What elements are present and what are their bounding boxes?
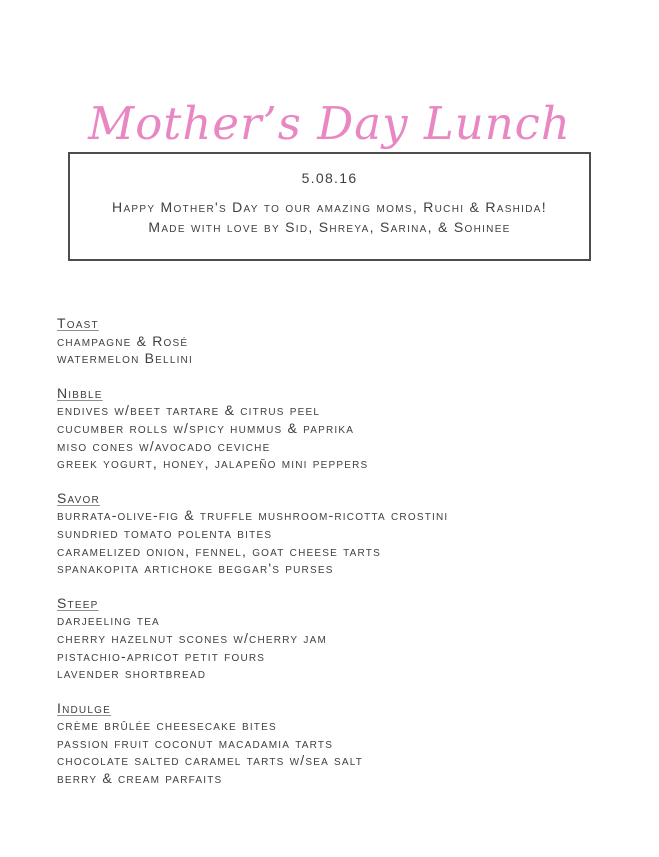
menu-item: burrata-olive-fig & truffle mushroom-ricotta crostini (57, 507, 449, 524)
menu-item: watermelon Bellini (57, 350, 193, 367)
menu-section-savor (57, 490, 659, 578)
section-header-nibble: Nibble (57, 384, 103, 401)
menu-item: spanakopita artichoke beggar's purses (57, 560, 334, 577)
menu-sections (0, 315, 659, 788)
dedication-message (70, 197, 589, 237)
menu-item: berry & cream parfaits (57, 770, 223, 787)
menu-item: sundried tomato polenta bites (57, 524, 273, 541)
menu-item: champagne & Rosé (57, 332, 189, 349)
menu-section-steep (57, 595, 659, 683)
menu-section-indulge (57, 700, 659, 788)
menu-section-nibble (57, 385, 659, 473)
menu-item: chocolate salted caramel tarts w/sea salt (57, 752, 364, 769)
menu-item: pistachio-apricot petit fours (57, 647, 266, 664)
section-header-steep: Steep (57, 594, 99, 611)
dedication-line: Happy Mother's Day to our amazing moms, Ruchi & Rashida! (112, 199, 547, 215)
menu-item: cucumber rolls w/spicy hummus & paprika (57, 419, 355, 436)
section-header-indulge: Indulge (57, 699, 111, 716)
page-title: Mother’s Day Lunch (88, 97, 571, 150)
menu-item: endives w/beet tartare & citrus peel (57, 402, 321, 419)
menu-item: lavender shortbread (57, 665, 207, 682)
info-box (68, 152, 591, 261)
menu-item: caramelized onion, fennel, goat cheese tarts (57, 542, 381, 559)
menu-item: darjeeling tea (57, 612, 160, 629)
section-header-toast: Toast (57, 315, 99, 331)
event-date: 5.08.16 (301, 170, 358, 186)
menu-item: greek yogurt, honey, jalapeño mini peppers (57, 455, 369, 472)
credit-line: Made with love by Sid, Shreya, Sarina, & Sohinee (148, 219, 511, 235)
section-header-savor: Savor (57, 489, 100, 506)
menu-item: miso cones w/avocado ceviche (57, 437, 271, 454)
menu-section-toast (57, 315, 659, 368)
menu-item: passion fruit coconut macadamia tarts (57, 734, 334, 751)
menu-item: crème brûlée cheesecake bites (57, 717, 277, 734)
menu-item: cherry hazelnut scones w/cherry jam (57, 629, 327, 646)
